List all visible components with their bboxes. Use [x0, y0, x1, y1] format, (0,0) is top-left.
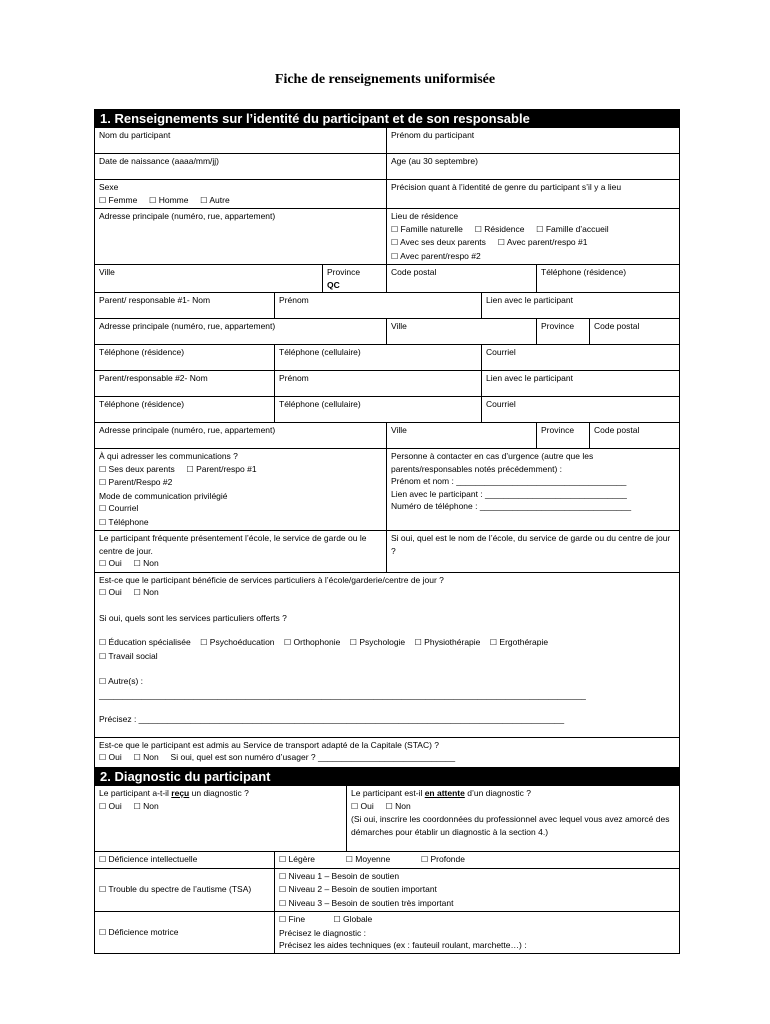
parent-1-cell-phone-label: Téléphone (cellulaire): [279, 347, 361, 357]
checkbox-autism[interactable]: ☐: [99, 885, 107, 894]
parent-1-city-field[interactable]: [387, 319, 537, 345]
home-phone-field[interactable]: [537, 265, 680, 293]
received-no-label: Non: [143, 800, 159, 811]
parent-1-first-name-label: Prénom: [279, 295, 309, 305]
checkbox-comm-both-parents[interactable]: ☐: [99, 464, 107, 474]
checkbox-school-yes[interactable]: ☐: [99, 559, 107, 568]
postal-code-label: Code postal: [391, 267, 437, 277]
parent-1-address-label: Adresse principale (numéro, rue, appartement): [99, 321, 276, 331]
school-attendance-field: [95, 531, 387, 573]
parent-2-last-name-field[interactable]: [95, 371, 275, 397]
parent-2-label: Avec parent/respo #2: [400, 250, 481, 261]
parent-1-relation-field[interactable]: [482, 293, 680, 319]
tsa-level-2-label: Niveau 2 – Besoin de soutien important: [288, 884, 437, 894]
parent-2-city-field[interactable]: [387, 423, 537, 449]
autism-levels: [275, 868, 680, 912]
tsa-level-3-label: Niveau 3 – Besoin de soutien très important: [288, 897, 454, 908]
checkbox-residence[interactable]: ☐: [474, 224, 482, 234]
province-value: QC: [327, 279, 340, 290]
parent-2-postal-code-field[interactable]: [590, 423, 680, 449]
main-address-field[interactable]: [95, 209, 387, 265]
services-specify-line[interactable]: Précisez : __________________________________________________________________________________________: [99, 714, 565, 724]
parent-2-province-field[interactable]: [537, 423, 590, 449]
participant-last-name-field[interactable]: [95, 128, 387, 154]
participant-first-name-label: Prénom du participant: [391, 130, 475, 140]
both-parents-label: Avec ses deux parents: [400, 237, 486, 247]
communications-label: À qui adresser les communications ?: [99, 451, 238, 461]
diagnosis-received-label-pre: Le participant a-t-il: [99, 788, 172, 798]
diagnosis-waiting-label-pre: Le participant est-il: [351, 788, 425, 798]
gender-identity-label: Précision quant à l’identité de genre du participant s’il y a lieu: [391, 182, 622, 192]
parent-1-cell-phone-field[interactable]: [275, 345, 482, 371]
emergency-contact-label-1: Personne à contacter en cas d’urgence (autre que les: [391, 451, 594, 461]
other-services-label: Autre(s) :: [108, 676, 144, 686]
school-name-label: Si oui, quel est le nom de l’école, du service de garde ou du centre de jour ?: [391, 533, 671, 556]
age-label: Age (au 30 septembre): [391, 156, 478, 166]
tsa-level-1-label: Niveau 1 – Besoin de soutien: [288, 870, 400, 881]
sex-male-label: Homme: [158, 194, 189, 205]
parent-2-cell-phone-label: Téléphone (cellulaire): [279, 399, 361, 409]
intellectual-disability-field: [95, 852, 275, 869]
parent-2-first-name-field[interactable]: [275, 371, 482, 397]
checkbox-motor-disability[interactable]: ☐: [99, 927, 107, 937]
mode-email-label: Courriel: [108, 503, 139, 513]
checkbox-female[interactable]: ☐: [99, 195, 107, 205]
stac-question: Est-ce que le participant est admis au Service de transport adapté de la Capitale (STAC) ?: [99, 739, 440, 750]
checkbox-stac-yes[interactable]: ☐: [99, 753, 107, 762]
motor-diagnosis-label[interactable]: Précisez le diagnostic :: [279, 927, 366, 938]
intellectual-disability-levels: [275, 852, 680, 869]
stac-yes-label: Oui: [108, 752, 122, 762]
parent-1-first-name-field[interactable]: [275, 293, 482, 319]
section-2-table: [94, 767, 680, 954]
diagnosis-waiting-label-post: d’un diagnostic ?: [464, 788, 532, 798]
foster-family-label: Famille d’accueil: [545, 223, 609, 234]
province-field[interactable]: [323, 265, 387, 293]
section-2-heading: 2. Diagnostic du participant: [95, 768, 680, 786]
checkbox-stac-no[interactable]: ☐: [133, 753, 141, 762]
parent-2-relation-label: Lien avec le participant: [486, 373, 573, 383]
checkbox-natural-family[interactable]: ☐: [391, 224, 399, 234]
special-education-label: Éducation spécialisée: [108, 637, 191, 647]
parent-1-last-name-field[interactable]: [95, 293, 275, 319]
autism-field: [95, 868, 275, 912]
checkbox-parent-2[interactable]: ☐: [391, 251, 399, 261]
occupational-therapy-label: Ergothérapie: [499, 637, 549, 647]
comm-mode-label: Mode de communication privilégié: [99, 490, 228, 501]
sex-other-label: Autre: [209, 194, 230, 205]
parent-2-first-name-label: Prénom: [279, 373, 309, 383]
parent-1-address-field[interactable]: [95, 319, 387, 345]
checkbox-male[interactable]: ☐: [149, 195, 157, 205]
birth-date-label: Date de naissance (aaaa/mm/jj): [99, 156, 220, 166]
communications-field: [95, 449, 387, 531]
sex-female-label: Femme: [108, 194, 138, 205]
checkbox-di-profound[interactable]: ☐: [420, 855, 429, 864]
parent-1-postal-code-label: Code postal: [594, 321, 640, 331]
diagnosis-waiting-field: [347, 786, 680, 852]
main-address-label: Adresse principale (numéro, rue, appartement): [99, 211, 276, 221]
parent-1-home-phone-field[interactable]: [95, 345, 275, 371]
diagnosis-received-field: [95, 786, 347, 852]
parent-1-relation-label: Lien avec le participant: [486, 295, 573, 305]
document-title: Fiche de renseignements uniformisée: [274, 72, 496, 87]
residence-place-label: Lieu de résidence: [391, 211, 459, 221]
comm-parent-2-label: Parent/Respo #2: [108, 477, 173, 487]
checkbox-comm-parent-1[interactable]: ☐: [186, 464, 194, 474]
checkbox-di-mild[interactable]: ☐: [279, 855, 287, 864]
gender-identity-field[interactable]: [387, 180, 680, 209]
section-1-heading: 1. Renseignements sur l’identité du participant et de son responsable: [95, 110, 680, 128]
services-yes-label: Oui: [108, 587, 122, 597]
psychoeducation-label: Psychoéducation: [209, 637, 275, 647]
emergency-name-line[interactable]: Prénom et nom : ____________________________________: [391, 476, 627, 486]
stac-no-label: Non: [143, 752, 159, 762]
parent-2-city-label: Ville: [391, 425, 407, 435]
diagnosis-waiting-emphasis: en attente: [424, 788, 465, 798]
participant-last-name-label: Nom du participant: [99, 130, 171, 140]
physiotherapy-label: Physiothérapie: [424, 637, 481, 647]
city-label: Ville: [99, 267, 115, 277]
parent-1-last-name-label: Parent/ responsable #1- Nom: [99, 295, 211, 305]
speech-therapy-label: Orthophonie: [293, 637, 341, 647]
checkbox-school-no[interactable]: ☐: [133, 559, 141, 568]
parent-2-province-label: Province: [541, 425, 575, 435]
school-yes-label: Oui: [108, 558, 122, 568]
natural-family-label: Famille naturelle: [400, 223, 463, 234]
checkbox-services-yes[interactable]: ☐: [99, 588, 107, 597]
parent-1-email-label: Courriel: [486, 347, 516, 357]
checkbox-parent-1[interactable]: ☐: [497, 238, 505, 247]
parent-1-province-label: Province: [541, 321, 575, 331]
motor-disability-label: Déficience motrice: [108, 926, 179, 937]
diagnosis-received-emphasis: reçu: [171, 788, 190, 798]
received-yes-label: Oui: [108, 800, 122, 811]
home-phone-label: Téléphone (résidence): [541, 267, 627, 277]
school-no-label: Non: [143, 558, 159, 568]
special-services-question: Est-ce que le participant bénéficie de services particuliers à l’école/garderie/centre de jour ?: [99, 574, 444, 585]
school-name-field[interactable]: [387, 531, 680, 573]
special-services-field: [95, 572, 680, 737]
checkbox-mode-email[interactable]: ☐: [99, 504, 107, 513]
parent-1-home-phone-label: Téléphone (résidence): [99, 347, 185, 357]
diagnosis-waiting-note: (Si oui, inscrire les coordonnées du professionnel avec lequel vous avez amorcé des démarches pour établir un diagnostic à la section 4.): [351, 814, 670, 837]
emergency-phone-line[interactable]: Numéro de téléphone : ________________________________: [391, 501, 632, 511]
parent-2-last-name-label: Parent/responsable #2- Nom: [99, 373, 208, 383]
checkbox-comm-parent-2[interactable]: ☐: [99, 478, 107, 487]
checkbox-di-moderate[interactable]: ☐: [345, 855, 353, 864]
checkbox-motor-fine[interactable]: ☐: [279, 915, 287, 924]
checkbox-speech-therapy[interactable]: ☐: [283, 638, 292, 647]
city-field[interactable]: [95, 265, 323, 293]
residence-place-field: [387, 209, 680, 265]
diagnosis-received-label-post: un diagnostic ?: [189, 788, 249, 798]
comm-parent-1-label: Parent/respo #1: [196, 463, 257, 474]
parent-1-email-field[interactable]: [482, 345, 680, 371]
parent-2-email-label: Courriel: [486, 399, 516, 409]
residence-label: Résidence: [484, 223, 525, 234]
checkbox-tsa-level-1[interactable]: ☐: [279, 871, 287, 881]
parent-2-cell-phone-field[interactable]: [275, 397, 482, 423]
parent-2-home-phone-field[interactable]: [95, 397, 275, 423]
di-moderate-label: Moyenne: [355, 854, 391, 864]
checkbox-services-no[interactable]: ☐: [133, 588, 141, 597]
birth-date-field[interactable]: [95, 154, 387, 180]
checkbox-motor-global[interactable]: ☐: [333, 915, 341, 924]
emergency-contact-field: [387, 449, 680, 531]
checkbox-occupational-therapy[interactable]: ☐: [489, 638, 498, 647]
motor-aids-label[interactable]: Précisez les aides techniques (ex : fauteuil roulant, marchette…) :: [279, 940, 527, 950]
checkbox-physiotherapy[interactable]: ☐: [414, 638, 422, 647]
motor-disability-field: [95, 912, 275, 954]
checkbox-social-work[interactable]: ☐: [99, 651, 107, 661]
psychology-label: Psychologie: [359, 637, 406, 647]
motor-disability-details: [275, 912, 680, 954]
checkbox-other[interactable]: ☐: [200, 195, 208, 205]
school-attendance-label: Le participant fréquente présentement l’école, le service de garde ou le centre de jour.: [99, 533, 367, 556]
parent-1-label: Avec parent/respo #1: [506, 237, 588, 247]
sex-field: [95, 180, 387, 209]
parent-2-email-field[interactable]: [482, 397, 680, 423]
intellectual-disability-label: Déficience intellectuelle: [108, 854, 198, 864]
waiting-yes-label: Oui: [360, 800, 374, 811]
parent-2-home-phone-label: Téléphone (résidence): [99, 399, 185, 409]
checkbox-other-services[interactable]: ☐: [99, 677, 107, 686]
emergency-relation-line[interactable]: Lien avec le participant : ______________________________: [391, 488, 627, 499]
stac-number-line[interactable]: Si oui, quel est son numéro d’usager ? _____________________________: [170, 752, 456, 762]
di-profound-label: Profonde: [430, 854, 465, 864]
checkbox-foster-family[interactable]: ☐: [536, 224, 544, 234]
checkbox-tsa-level-3[interactable]: ☐: [279, 898, 287, 908]
other-services-line[interactable]: _______________________________________________________________________________________________________: [99, 689, 586, 700]
postal-code-field[interactable]: [387, 265, 537, 293]
province-label: Province: [327, 267, 361, 277]
mode-phone-label: Téléphone: [108, 516, 149, 527]
sex-label: Sexe: [99, 182, 119, 192]
checkbox-received-yes[interactable]: ☐: [99, 801, 107, 811]
di-mild-label: Légère: [288, 854, 316, 864]
parent-2-postal-code-label: Code postal: [594, 425, 640, 435]
checkbox-special-education[interactable]: ☐: [99, 638, 107, 647]
motor-global-label: Globale: [342, 914, 373, 924]
motor-fine-label: Fine: [288, 914, 306, 924]
checkbox-received-no[interactable]: ☐: [133, 801, 141, 811]
parent-1-postal-code-field[interactable]: [590, 319, 680, 345]
checkbox-waiting-no[interactable]: ☐: [385, 801, 393, 811]
social-work-label: Travail social: [108, 650, 158, 661]
checkbox-both-parents[interactable]: ☐: [391, 238, 399, 247]
parent-2-relation-field[interactable]: [482, 371, 680, 397]
checkbox-psychoeducation[interactable]: ☐: [200, 638, 208, 647]
checkbox-waiting-yes[interactable]: ☐: [351, 801, 359, 811]
checkbox-mode-phone[interactable]: ☐: [99, 517, 107, 527]
autism-label: Trouble du spectre de l’autisme (TSA): [108, 884, 252, 894]
parent-2-address-field[interactable]: [95, 423, 387, 449]
participant-first-name-field[interactable]: [387, 128, 680, 154]
emergency-contact-label-2: parents/responsables notés précédemment) :: [391, 463, 563, 474]
age-field[interactable]: [387, 154, 680, 180]
services-no-label: Non: [143, 587, 159, 597]
checkbox-intellectual-disability[interactable]: ☐: [99, 855, 107, 864]
parent-1-province-field[interactable]: [537, 319, 590, 345]
checkbox-tsa-level-2[interactable]: ☐: [279, 885, 287, 894]
parent-2-address-label: Adresse principale (numéro, rue, appartement): [99, 425, 276, 435]
waiting-no-label: Non: [395, 800, 411, 811]
parent-1-city-label: Ville: [391, 321, 407, 331]
comm-both-parents-label: Ses deux parents: [108, 463, 175, 474]
services-which-label: Si oui, quels sont les services particuliers offerts ?: [99, 612, 287, 623]
checkbox-psychology[interactable]: ☐: [349, 638, 357, 647]
section-1-table: [94, 109, 680, 774]
